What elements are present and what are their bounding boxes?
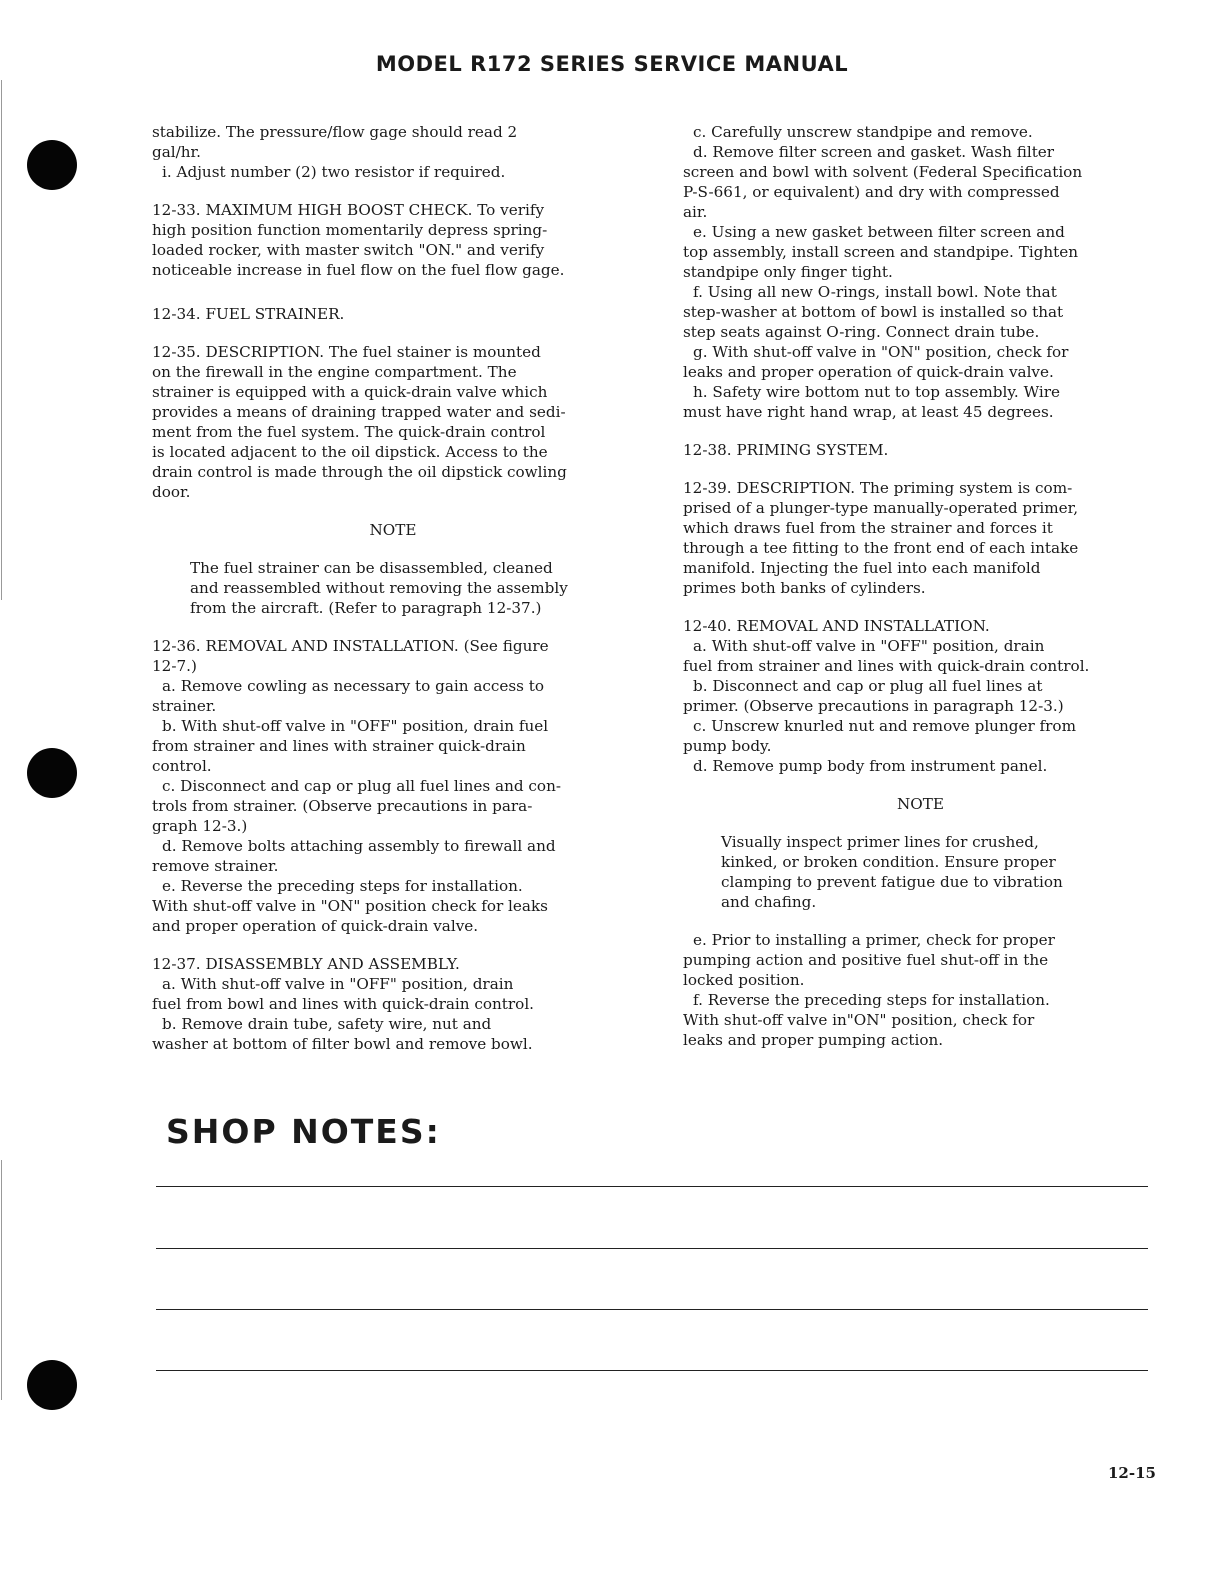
section-heading: 12-35. DESCRIPTION. The fuel stainer is mounted xyxy=(152,343,541,361)
text-line: provides a means of draining trapped water and sedi- xyxy=(152,403,566,421)
shop-notes-rule xyxy=(156,1248,1148,1249)
text-line: noticeable increase in fuel flow on the fuel flow gage. xyxy=(152,261,565,279)
scan-edge-mark xyxy=(1,80,2,600)
text-line: fuel from strainer and lines with quick-drain control. xyxy=(683,657,1090,675)
text-line: b. Disconnect and cap or plug all fuel lines at xyxy=(693,677,1043,695)
text-line: e. Prior to installing a primer, check for proper xyxy=(693,931,1055,949)
page-number: 12-15 xyxy=(1108,1464,1156,1482)
binder-hole-top xyxy=(27,140,77,190)
text-line: primer. (Observe precautions in paragraph 12-3.) xyxy=(683,697,1064,715)
text-line: top assembly, install screen and standpipe. Tighten xyxy=(683,243,1079,261)
note-text: from the aircraft. (Refer to paragraph 12-37.) xyxy=(190,599,542,617)
text-line: on the firewall in the engine compartment. The xyxy=(152,363,517,381)
section-heading: 12-38. PRIMING SYSTEM. xyxy=(683,441,889,459)
note-text: kinked, or broken condition. Ensure proper xyxy=(721,853,1056,871)
text-line: step seats against O-ring. Connect drain tube. xyxy=(683,323,1040,341)
scan-edge-mark xyxy=(1,1160,2,1400)
text-line: from strainer and lines with strainer quick-drain xyxy=(152,737,526,755)
text-line: e. Using a new gasket between filter screen and xyxy=(693,223,1065,241)
text-line: b. With shut-off valve in "OFF" position, drain fuel xyxy=(162,717,549,735)
text-line: trols from strainer. (Observe precautions in para- xyxy=(152,797,533,815)
section-heading: 12-36. REMOVAL AND INSTALLATION. (See figure xyxy=(152,637,549,655)
shop-notes-title: SHOP NOTES: xyxy=(166,1112,441,1151)
note-text: clamping to prevent fatigue due to vibration xyxy=(721,873,1063,891)
text-line: a. With shut-off valve in "OFF" position, drain xyxy=(162,975,514,993)
text-line: leaks and proper pumping action. xyxy=(683,1031,944,1049)
note-label: NOTE xyxy=(369,521,417,539)
text-line: manifold. Injecting the fuel into each manifold xyxy=(683,559,1041,577)
text-line: d. Remove pump body from instrument panel. xyxy=(693,757,1048,775)
text-line: strainer is equipped with a quick-drain valve which xyxy=(152,383,548,401)
right-column xyxy=(683,122,1158,1050)
left-column xyxy=(152,122,634,1054)
text-line: locked position. xyxy=(683,971,805,989)
text-line: primes both banks of cylinders. xyxy=(683,579,926,597)
text-line: ment from the fuel system. The quick-drain control xyxy=(152,423,546,441)
text-line: step-washer at bottom of bowl is installed so that xyxy=(683,303,1064,321)
text-line: c. Carefully unscrew standpipe and remove. xyxy=(693,123,1033,141)
text-line: c. Disconnect and cap or plug all fuel lines and con- xyxy=(162,777,561,795)
note-text: The fuel strainer can be disassembled, cleaned xyxy=(190,559,553,577)
text-line: prised of a plunger-type manually-operated primer, xyxy=(683,499,1079,517)
text-line: With shut-off valve in "ON" position check for leaks xyxy=(152,897,548,915)
section-heading: 12-39. DESCRIPTION. The priming system is com- xyxy=(683,479,1073,497)
text-line: With shut-off valve in"ON" position, check for xyxy=(683,1011,1035,1029)
text-line: P-S-661, or equivalent) and dry with compressed xyxy=(683,183,1060,201)
text-line: g. With shut-off valve in "ON" position, check for xyxy=(693,343,1069,361)
binder-hole-middle xyxy=(27,748,77,798)
text-line: drain control is made through the oil dipstick cowling xyxy=(152,463,567,481)
note-label: NOTE xyxy=(897,795,944,813)
text-line: 12-7.) xyxy=(152,657,197,675)
text-line: loaded rocker, with master switch "ON." and verify xyxy=(152,241,545,259)
shop-notes-rule xyxy=(156,1370,1148,1371)
text-line: door. xyxy=(152,483,191,501)
text-line: d. Remove bolts attaching assembly to firewall and xyxy=(162,837,556,855)
note-text: and reassembled without removing the assembly xyxy=(190,579,568,597)
text-line: through a tee fitting to the front end of each intake xyxy=(683,539,1079,557)
text-line: stabilize. The pressure/flow gage should read 2 xyxy=(152,123,518,141)
note-text: and chafing. xyxy=(721,893,817,911)
text-line: a. Remove cowling as necessary to gain access to xyxy=(162,677,545,695)
text-line: remove strainer. xyxy=(152,857,279,875)
text-line: graph 12-3.) xyxy=(152,817,248,835)
text-line: c. Unscrew knurled nut and remove plunger from xyxy=(693,717,1076,735)
text-line: and proper operation of quick-drain valve. xyxy=(152,917,479,935)
text-line: air. xyxy=(683,203,708,221)
text-line: d. Remove filter screen and gasket. Wash filter xyxy=(693,143,1055,161)
text-line: pump body. xyxy=(683,737,772,755)
text-line: i. Adjust number (2) two resistor if required. xyxy=(162,163,506,181)
text-line: strainer. xyxy=(152,697,217,715)
text-line: which draws fuel from the strainer and forces it xyxy=(683,519,1053,537)
section-heading: 12-33. MAXIMUM HIGH BOOST CHECK. To verify xyxy=(152,201,545,219)
text-line: pumping action and positive fuel shut-off in the xyxy=(683,951,1049,969)
text-line: screen and bowl with solvent (Federal Specification xyxy=(683,163,1083,181)
text-line: e. Reverse the preceding steps for installation. xyxy=(162,877,523,895)
binder-hole-bottom xyxy=(27,1360,77,1410)
section-heading: 12-40. REMOVAL AND INSTALLATION. xyxy=(683,617,990,635)
section-heading: 12-37. DISASSEMBLY AND ASSEMBLY. xyxy=(152,955,460,973)
text-line: f. Reverse the preceding steps for installation. xyxy=(693,991,1050,1009)
text-line: f. Using all new O-rings, install bowl. Note that xyxy=(693,283,1057,301)
text-line: standpipe only finger tight. xyxy=(683,263,893,281)
shop-notes-rule xyxy=(156,1309,1148,1310)
shop-notes-rule xyxy=(156,1186,1148,1187)
page-title: MODEL R172 SERIES SERVICE MANUAL xyxy=(375,52,849,76)
text-line: is located adjacent to the oil dipstick. Access to the xyxy=(152,443,548,461)
text-line: h. Safety wire bottom nut to top assembly. Wire xyxy=(693,383,1061,401)
section-heading: 12-34. FUEL STRAINER. xyxy=(152,305,345,323)
text-line: washer at bottom of filter bowl and remove bowl. xyxy=(152,1035,533,1053)
text-line: leaks and proper operation of quick-drain valve. xyxy=(683,363,1054,381)
text-line: high position function momentarily depress spring- xyxy=(152,221,548,239)
note-text: Visually inspect primer lines for crushed, xyxy=(721,833,1039,851)
text-line: b. Remove drain tube, safety wire, nut and xyxy=(162,1015,492,1033)
text-line: must have right hand wrap, at least 45 degrees. xyxy=(683,403,1054,421)
text-line: a. With shut-off valve in "OFF" position, drain xyxy=(693,637,1045,655)
text-line: control. xyxy=(152,757,212,775)
text-line: fuel from bowl and lines with quick-drain control. xyxy=(152,995,535,1013)
text-line: gal/hr. xyxy=(152,143,201,161)
